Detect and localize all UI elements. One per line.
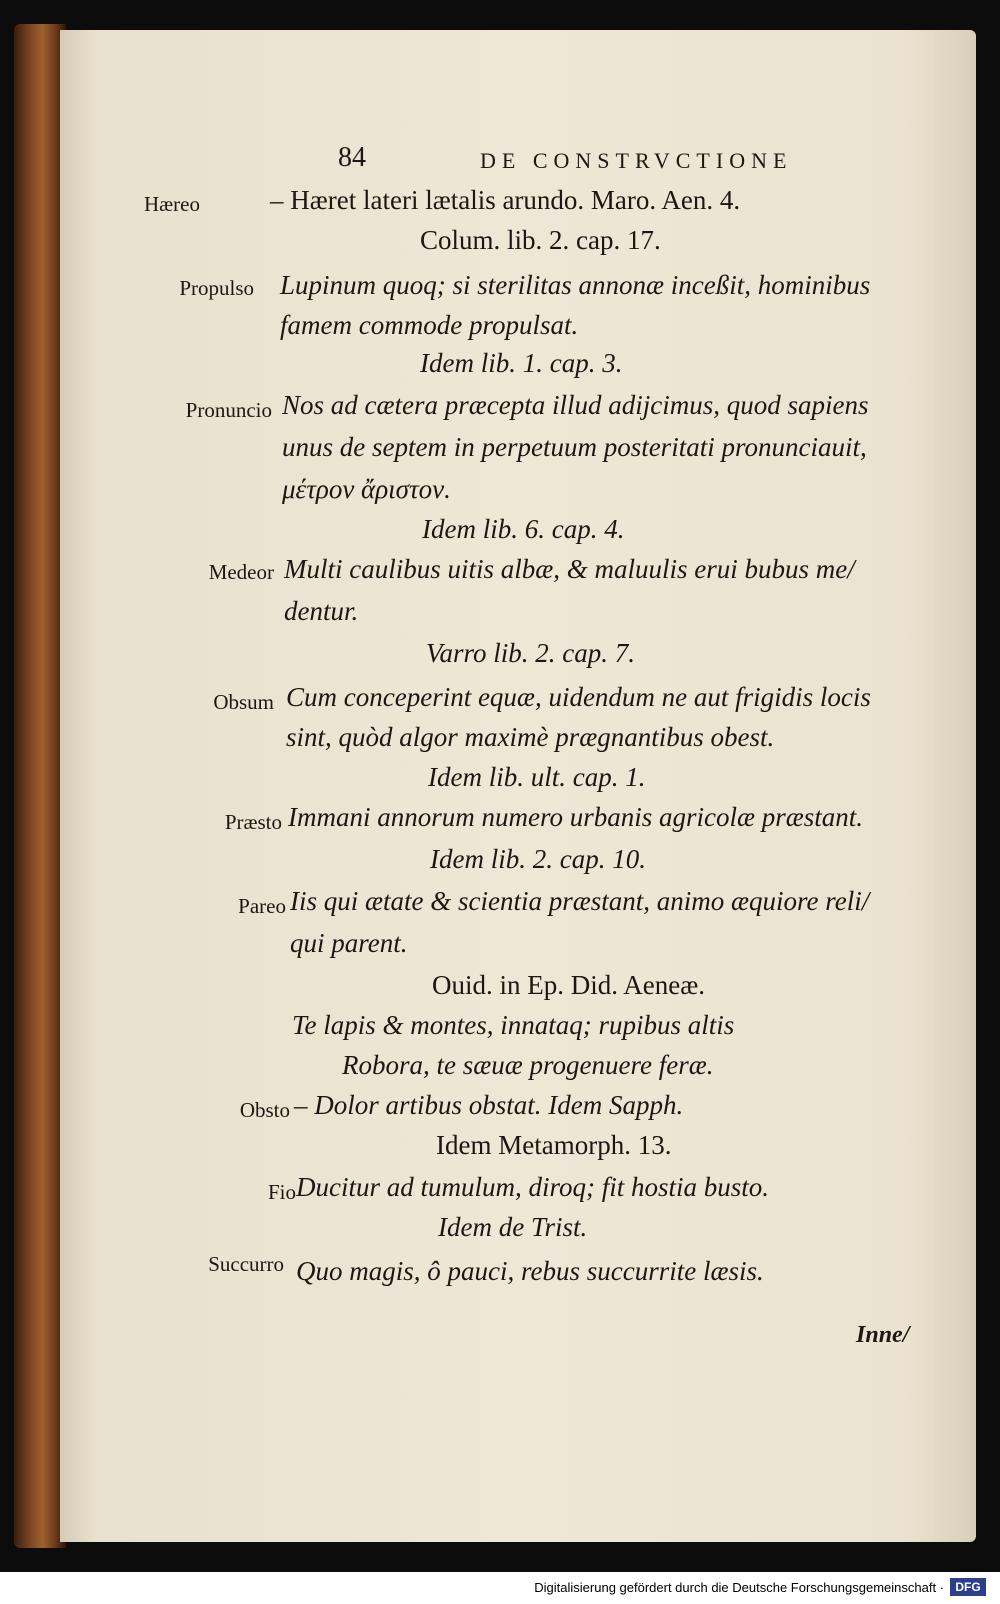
citation-line: Idem Metamorph. 13. [436, 1130, 672, 1160]
margin-note: Fio [267, 1180, 296, 1204]
citation-line: Idem de Trist. [438, 1212, 588, 1242]
footer-bar [0, 1572, 1000, 1604]
citation-line: Idem lib. 2. cap. 10. [430, 844, 646, 874]
book-page [60, 30, 976, 1542]
text-line: qui parent. [290, 928, 408, 958]
text-line: Nos ad cætera præcepta illud adijcimus, quod sapiens [282, 390, 869, 420]
page-number: 84 [338, 142, 366, 173]
text-line: Cum conceperint equæ, uidendum ne aut frigidis locis [286, 682, 871, 712]
verse-line: Te lapis & montes, innataq; rupibus altis [292, 1010, 735, 1040]
margin-note: Succurro [208, 1252, 284, 1276]
margin-note: Præsto [224, 810, 282, 834]
text-line: Lupinum quoq; si sterilitas annonæ inceßit, hominibus [280, 270, 871, 300]
margin-note: Pronuncio [185, 398, 272, 422]
text-line: – Hæret lateri lætalis arundo. Maro. Aen. 4. [270, 185, 741, 215]
margin-note: Obsto [239, 1098, 290, 1122]
citation-line: Idem lib. 6. cap. 4. [422, 514, 625, 544]
text-line: Multi caulibus uitis albæ, & maluulis erui bubus me/ [284, 554, 855, 584]
text-line: Quo magis, ô pauci, rebus succurrite læsis. [296, 1256, 764, 1286]
margin-note: Obsum [213, 690, 274, 714]
citation-line: Varro lib. 2. cap. 7. [426, 638, 635, 668]
running-title: DE CONSTRVCTIONE [480, 148, 793, 173]
verse-line: Robora, te sæuæ progenuere feræ. [342, 1050, 714, 1080]
citation-line: Idem lib. ult. cap. 1. [428, 762, 646, 792]
citation-line: Colum. lib. 2. cap. 17. [420, 225, 661, 255]
text-line: Ducitur ad tumulum, diroq; fit hostia busto. [296, 1172, 770, 1202]
footer-credit: Digitalisierung gefördert durch die Deutsche Forschungsgemeinschaft · [534, 1580, 944, 1595]
text-line: unus de septem in perpetuum posteritati pronunciauit, [282, 432, 867, 462]
text-line: sint, quòd algor maximè prægnantibus obest. [286, 722, 775, 752]
text-line: dentur. [284, 596, 359, 626]
greek-line: μέτρον ἄριστον. [282, 474, 451, 504]
margin-note: Propulso [179, 276, 254, 300]
margin-note: Pareo [238, 894, 286, 918]
text-line: Immani annorum numero urbanis agricolæ præstant. [288, 802, 864, 832]
citation-line: Ouid. in Ep. Did. Aeneæ. [432, 970, 705, 1000]
book-edge [14, 24, 66, 1548]
text-line: famem commode propulsat. [280, 310, 579, 340]
margin-note: Medeor [208, 560, 274, 584]
text-line: Iis qui ætate & scientia præstant, animo æquiore reli/ [290, 886, 870, 916]
catchword: Inne/ [856, 1322, 910, 1348]
text-line: – Dolor artibus obstat. Idem Sapph. [294, 1090, 684, 1120]
dfg-logo-icon: DFG [950, 1578, 986, 1596]
margin-note: Hæreo [144, 192, 200, 216]
citation-line: Idem lib. 1. cap. 3. [420, 348, 623, 378]
